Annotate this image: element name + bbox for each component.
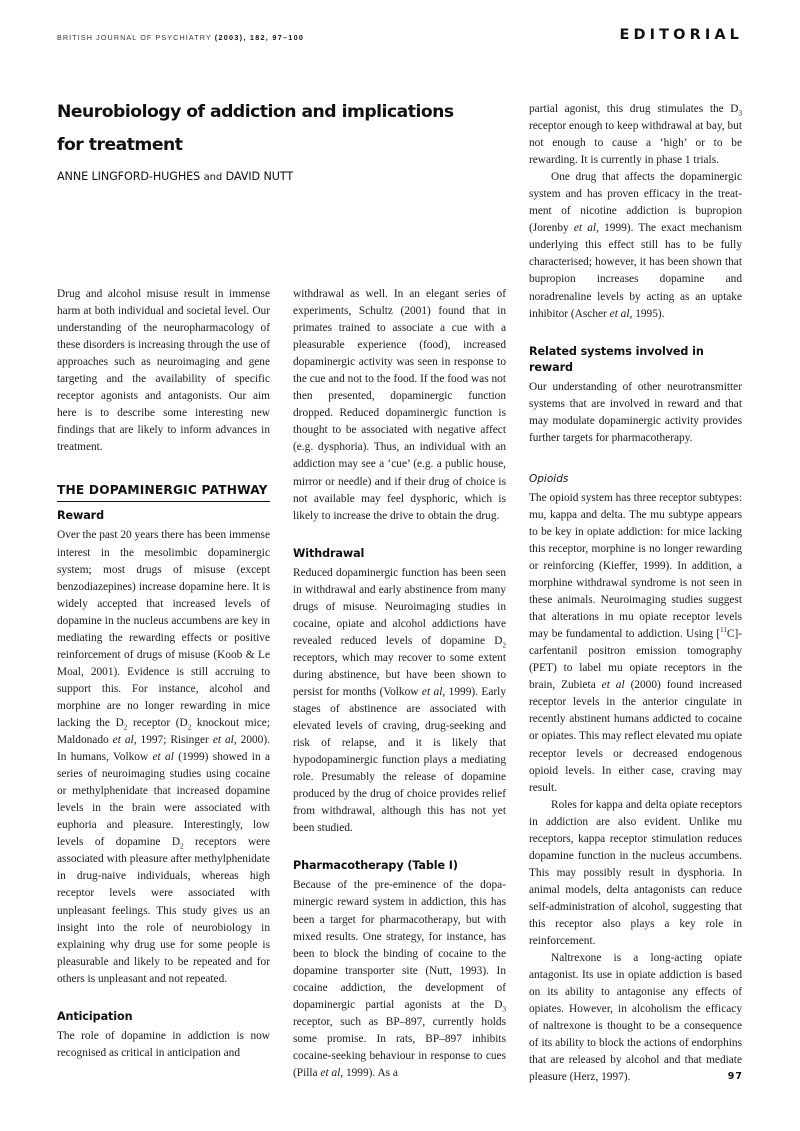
subheading-withdrawal: Withdrawal bbox=[293, 546, 365, 560]
journal-name: BRITISH JOURNAL OF PSYCHIATRY bbox=[57, 33, 212, 42]
pharmacotherapy-paragraph: Because of the pre-eminence of the dopaminergic reward system in addiction, this has been a target for pharmacotherapy, but with mixed results. One strategy, for instance, has been to block the binding of cocaine to the dopamine transporter site (Nutt, 1993). In cocaine addiction, the development of dopaminergic partial agonists at the $D_3$ receptor, such as BP–897, currently holds some promise. In rats, BP–897 inhibits cocaine-seeking behaviour in response to cues (Pilla et al, 1999). As a bbox=[293, 879, 506, 1079]
citation: (2003), 182, 97–100 bbox=[214, 33, 305, 42]
intro-paragraph: Drug and alcohol misuse result in immense harm at both individual and societal level. Our understanding of the neuropharmacology of these disorders is increasing through the use of approaches such as neuroimaging and gene targeting and the availability of specific receptor agonists and antagonists. Our aim here is to describe some interesting new findings that are likely to inform advances in treatment. bbox=[57, 288, 270, 454]
anticipation-paragraph: The role of dopamine in addiction is now recognised as critical in anticipation and bbox=[57, 1029, 270, 1059]
anticipation-continued: withdrawal as well. In an elegant series of experiments, Schultz (2001) found that in primates trained to associate a cue with a pleasurable experience (food), increased dopaminergic activity was seen in response to the cue and not to the food. If the food was not then presented, dopaminergic function dropped. Reduced dopaminergic function is thought to be associated with negative affect (e.g. dysphoria). Thus, an individual with an addiction may see a ‘cue’ (e.g. a public house, mirror or needle) and if their drug of choice is not available may feel dysphoric, which is likely to increase the drive to obtain the drug. bbox=[293, 288, 506, 522]
author-1: ANNE LINGFORD-HUGHES bbox=[57, 170, 201, 183]
page-number: 97 bbox=[727, 1071, 743, 1082]
column-3 bbox=[529, 101, 742, 1086]
naltrexone-paragraph: Naltrexone is a long-acting opiate antagonist. Its use in opiate addiction is based on its ability to antagonise any effects of opiates. However, in alcoholism the efficacy of naltrexone is thought to be a consequence of its ability to block the actions of endorphins that are released by alcohol and that mediate pleasure (Herz, 1997). bbox=[529, 952, 742, 1084]
section-heading-dopaminergic-pathway: THE DOPAMINERGIC PATHWAY bbox=[57, 482, 270, 502]
subheading-pharmacotherapy: Pharmacotherapy (Table I) bbox=[293, 859, 458, 873]
title-line-1: Neurobiology of addiction and implications bbox=[57, 102, 454, 122]
withdrawal-paragraph: Reduced dopaminergic function has been seen in withdrawal and early abstinence from many drugs of misuse. Neuroimaging studies in cocaine, opiate and alcohol addictions have revealed reduced levels of dopamine $D_2$ receptors, which may recover to some extent during abstinence, but have been shown to persist for months (Volkow et al, 1999). Early stages of abstinence are associated with elevated levels of craving, drug-seeking and risk of relapse, and it is likely that hypodopaminergic function plays a mediating role. Presumably the release of dopamine produced by the drug of choice provides relief from withdrawal, although this has not yet been studied. bbox=[293, 566, 506, 835]
related-systems-paragraph: Our understanding of other neurotransmitter systems that are involved in reward and that may modulate dopaminergic activity provides further targets for pharmacotherapy. bbox=[529, 380, 742, 444]
authors bbox=[57, 170, 293, 183]
column-1 bbox=[57, 286, 270, 1062]
article-title bbox=[57, 96, 477, 162]
subheading-anticipation: Anticipation bbox=[57, 1009, 133, 1023]
kappa-delta-paragraph: Roles for kappa and delta opiate receptors in addiction are also evident. Unlike mu receptors, kappa receptor stimulation reduces dopamine function in the nucleus accumbens. This may possibly result in dysphoria. In animal models, delta antagonists can reduce self-administration of alcohol, suggesting that this receptor also plays a key role in reinforcement. bbox=[529, 798, 742, 948]
title-line-2: for treatment bbox=[57, 135, 183, 155]
author-join: and bbox=[203, 172, 223, 183]
subheading-related-systems: Related systems involved in reward bbox=[529, 344, 704, 374]
author-2: DAVID NUTT bbox=[225, 170, 294, 183]
opioids-paragraph: The opioid system has three receptor subtypes: mu, kappa and delta. The mu subtype appears to be key in opiate addiction: for mice lacking this receptor, morphine is no longer rewarding or reinforcing (Kieffer, 1999). In addition, a morphine withdrawal syndrome is not seen in these animals. Neuroimaging studies suggest that alterations in mu opiate receptor levels may be fundamental to addiction. Using [$^{11}$C]-carfentanil positron emission tomography (PET) to label mu opiate receptors in the brain, Zubieta et al (2000) found increased receptor levels in the anterior cingulate in recently abstinent humans addicted to cocaine or opiates. This may reflect elevated mu opiate receptor levels or decreased endogenous opioid levels. In either case, craving may result. bbox=[529, 491, 742, 794]
subheading-reward: Reward bbox=[57, 509, 105, 523]
section-label: EDITORIAL bbox=[619, 27, 743, 43]
bupropion-paragraph: One drug that affects the dopaminergic system and has proven efficacy in the treatment of nicotine addiction is bupropion (Jorenby et al, 1999). The exact mechanism underlying this effect still has to be fully characterised; however, it has been shown that bupropion increases dopamine and noradrenaline levels by acting as an uptake inhibitor (Ascher et al, 1995). bbox=[529, 171, 742, 320]
subheading-opioids: Opioids bbox=[529, 472, 569, 485]
column-2 bbox=[293, 286, 506, 1082]
pharmacotherapy-continued: partial agonist, this drug stimulates the $D_3$ receptor enough to keep withdrawal at bay, but not enough to cause a ‘high’ or to be rewarding. It is currently in phase 1 trials. bbox=[529, 103, 742, 167]
running-head bbox=[57, 33, 304, 42]
reward-paragraph: Over the past 20 years there has been immense interest in the mesolimbic dopaminergic system; most drugs of misuse (except benzodiazepines) increase dopamine here. It is widely accepted that increased levels of dopamine in the nucleus accumbens are key in mediating the rewarding effects or positive reinforcement of drugs of misuse (Koob & Le Moal, 2001). Evidence is still accruing to support this. For instance, alcohol and morphine are no longer rewarding in mice lacking the $D_2$ receptor ($D_2$ knockout mice; Maldonado et al, 1997; Risinger et al, 2000). In humans, Volkow et al (1999) showed in a series of neuroimaging studies using cocaine or methylphenidate that increased dopamine levels in the brain were associated with euphoria and pleasure. Interestingly, low levels of dopamine $D_2$ receptors were associated with pleasure after methylphenidate in drug-naive individuals, whereas high receptor levels were associated with unpleasant feelings. This study gives us an insight into the role of neurobiology in explaining why drug use for some people is pleasurable and likely to be repeated and for others is unpleasant and not repeated. bbox=[57, 529, 271, 985]
